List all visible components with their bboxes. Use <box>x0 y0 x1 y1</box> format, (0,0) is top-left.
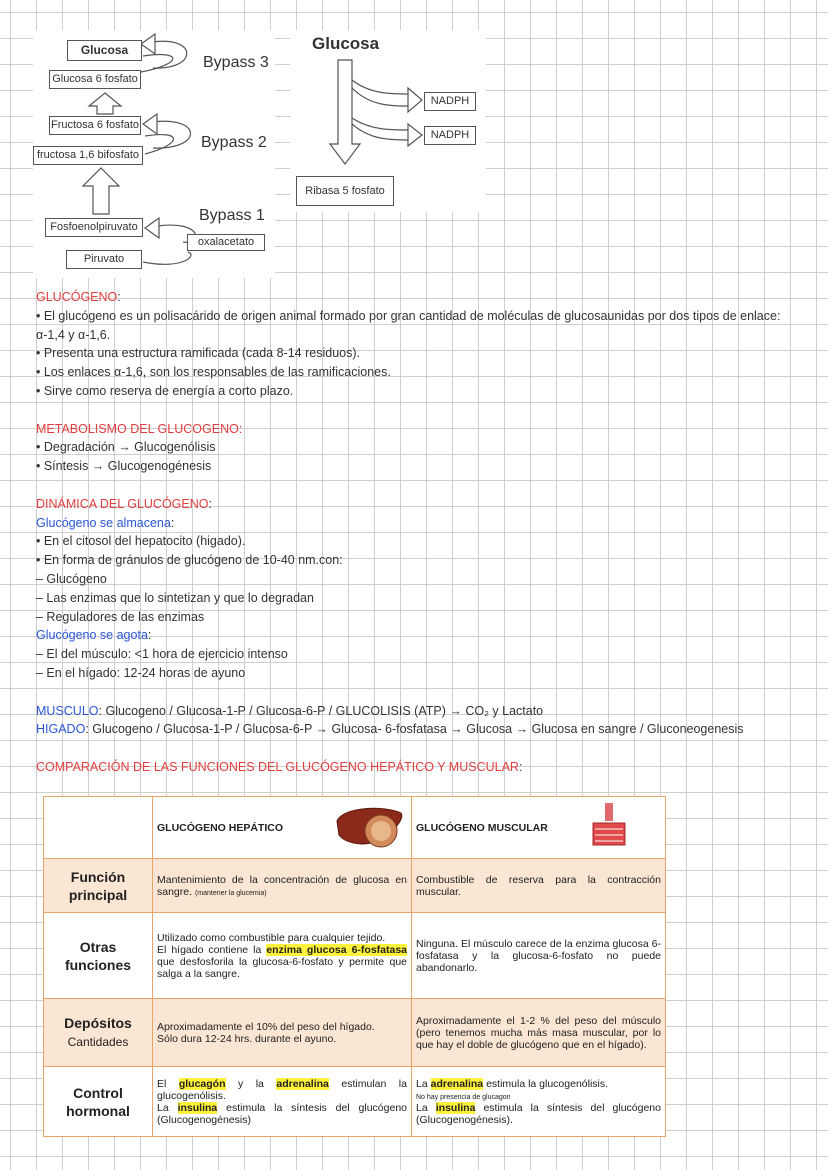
notes-body: GLUCÓGENO: • El glucógeno es un polisacárido de origen animal formado por gran cantidad de moléculas de glucosaunidas por dos tipos de enlace: α-1,4 y α-1,6. • Presenta una estructura ramificada (cada 8-14 residuos). • Los enlaces α-1,6, son los responsables de las ramificaciones. • Sirve como reserva de energía a corto plazo. METABOLISMO DEL GLUCOGENO: • Degradación → Glucogenólisis • Síntesis → Glucogenogénesis DINÁMICA DEL GLUCÓGENO: Glucógeno se almacena: • En el citosol del hepatocito (higado). • En forma de gránulos de glucógeno de 10-40 nm.con: – Glucógeno – Las enzimas que lo sintetizan y que lo degradan – Reguladores de las enzimas Glucógeno se agota: – El del músculo: <1 hora de ejercicio intenso – En el hígado: 12-24 horas de ayuno MUSCULO: Glucogeno / Glucosa-1-P / Glucosa-6-P / GLUCOLISIS (ATP) → CO₂ y Lactato HIGADO: Glucogeno / Glucosa-1-P / Glucosa-6-P → Glucosa- 6-fosfatasa → Glucosa → Glucosa en sangre / Gluconeogenesis COMPARACIÓN DE LAS FUNCIONES DEL GLUCÓGENO HEPÁTICO Y MUSCULAR: <box>36 288 806 777</box>
metabolismo-title: METABOLISMO DEL GLUCOGENO <box>36 421 239 436</box>
ribosa-5-fosfato-box: Ribasa 5 fosfato <box>296 176 394 206</box>
col-header-hepatico-label: GLUCÓGENO HEPÁTICO <box>157 821 284 834</box>
col-header-muscular-label: GLUCÓGENO MUSCULAR <box>416 821 548 834</box>
highlight-adrenalina: adrenalina <box>430 1077 484 1090</box>
bypass-diagram <box>33 30 275 278</box>
comparison-table <box>43 796 666 1137</box>
higado-text: Glucogeno / Glucosa-1-P / Glucosa-6-P → Glucosa- 6-fosfatasa → Glucosa → Glucosa en sangre / Gluconeogenesis <box>92 722 744 737</box>
highlight-insulina: insulina <box>435 1101 476 1114</box>
table-row <box>44 999 666 1067</box>
note-line: • En el citosol del hepatocito (higado). <box>36 534 246 549</box>
note-line: • Presenta una estructura ramificada (cada 8-14 residuos). <box>36 346 360 361</box>
dinamica-title: DINÁMICA DEL GLUCÓGENO <box>36 496 209 511</box>
comparacion-title: COMPARACIÓN DE LAS FUNCIONES DEL GLUCÓGENO HEPÁTICO Y MUSCULAR <box>36 759 519 774</box>
highlight-adrenalina: adrenalina <box>276 1077 329 1090</box>
musculo-label: MUSCULO <box>36 703 99 718</box>
cell-control-hepatico: El glucagón y la adrenalina estimulan la glucogenólisis. La insulina estimula la síntesis del glucógeno (Glucogenogénesis) <box>153 1067 412 1137</box>
pentose-diagram <box>290 30 486 212</box>
note-line: • En forma de gránulos de glucógeno de 10-40 nm.con: <box>36 553 343 568</box>
note-line: • Sirve como reserva de energía a corto plazo. <box>36 383 294 398</box>
fosfoenolpiruvato-box: Fosfoenolpiruvato <box>45 218 143 237</box>
bypass-2-label: Bypass 2 <box>201 134 267 151</box>
cell-funcion-muscular: Combustible de reserva para la contracción muscular. <box>412 859 666 913</box>
note-line: – Reguladores de las enzimas <box>36 609 205 624</box>
note-line: – Las enzimas que lo sintetizan y que lo degradan <box>36 590 314 605</box>
note-line: – El del músculo: <1 hora de ejercicio intenso <box>36 647 288 662</box>
note-line: • Los enlaces α-1,6, son los responsables de las ramificaciones. <box>36 365 391 380</box>
table-header-row <box>44 797 666 859</box>
col-header-muscular <box>412 797 666 859</box>
note-line: • Degradación → Glucogenólisis <box>36 440 216 455</box>
musculo-text: Glucogeno / Glucosa-1-P / Glucosa-6-P / GLUCOLISIS (ATP) → CO₂ y Lactato <box>105 703 544 718</box>
higado-label: HIGADO <box>36 722 86 737</box>
note-line: – En el hígado: 12-24 horas de ayuno <box>36 665 246 680</box>
cell-depositos-muscular: Aproximadamente el 1-2 % del peso del músculo (pero tenemos mucha más masa muscular, por lo que hay el doble de glucógeno que en el hígado). <box>412 999 666 1067</box>
bypass-1-label: Bypass 1 <box>199 207 265 224</box>
row-header-otras: Otras funciones <box>44 913 153 999</box>
glucogeno-title: GLUCÓGENO <box>36 290 118 304</box>
cell-control-muscular: La adrenalina estimula la glucogenólisis. No hay presencia de glucagon La insulina estimula la síntesis del glucógeno (Glucogenogénesis). <box>412 1067 666 1137</box>
nadph-box-2: NADPH <box>424 126 476 145</box>
table-row <box>44 1067 666 1137</box>
glucosa-heading: Glucosa <box>312 34 380 53</box>
almacena-title: Glucógeno se almacena <box>36 515 171 530</box>
glucosa-box: Glucosa <box>67 40 142 61</box>
table-row <box>44 859 666 913</box>
cell-otras-hepatico: Utilizado como combustible para cualquier tejido. El hígado contiene la enzima glucosa 6-fosfatasa que desfosforila la glucosa-6-fosfato y permite que salga a la sangre. <box>153 913 412 999</box>
cell-otras-muscular: Ninguna. El músculo carece de la enzima glucosa 6-fosfatasa y la glucosa-6-fosfato no puede abandonarlo. <box>412 913 666 999</box>
highlight-insulina: insulina <box>177 1101 218 1114</box>
cell-funcion-hepatico: Mantenimiento de la concentración de glucosa en sangre. (mantener la glucemia) <box>153 859 412 913</box>
highlight-enzima: enzima glucosa 6-fosfatasa <box>266 943 408 956</box>
agota-title: Glucógeno se agota <box>36 628 148 643</box>
empty-corner-cell <box>44 797 153 859</box>
piruvato-box: Piruvato <box>66 250 142 269</box>
row-header-funcion: Función principal <box>44 859 153 913</box>
glucosa-6-fosfato-box: Glucosa 6 fosfato <box>49 70 141 89</box>
note-line: • El glucógeno es un polisacárido de origen animal formado por gran cantidad de moléculas de glucosaunidas por dos tipos de enlace: α-1,4 y α-1,6. <box>36 308 781 342</box>
note-line: – Glucógeno <box>36 571 107 586</box>
row-header-depositos: Depósitos Cantidades <box>44 999 153 1067</box>
muscle-image-icon <box>589 801 629 853</box>
liver-image-icon <box>333 803 405 851</box>
nadph-box-1: NADPH <box>424 92 476 111</box>
fructosa-1-6-bifosfato-box: fructosa 1,6 bifosfato <box>33 146 143 165</box>
oxalacetato-box: oxalacetato <box>187 234 265 251</box>
highlight-glucagon: glucagón <box>178 1077 226 1090</box>
row-header-control: Control hormonal <box>44 1067 153 1137</box>
note-line: • Síntesis → Glucogenogénesis <box>36 459 212 474</box>
bypass-3-label: Bypass 3 <box>203 54 269 71</box>
fructosa-6-fosfato-box: Fructosa 6 fosfato <box>49 116 141 135</box>
cell-depositos-hepatico: Aproximadamente el 10% del peso del hígado. Sólo dura 12-24 hrs. durante el ayuno. <box>153 999 412 1067</box>
col-header-hepatico <box>153 797 412 859</box>
table-row <box>44 913 666 999</box>
